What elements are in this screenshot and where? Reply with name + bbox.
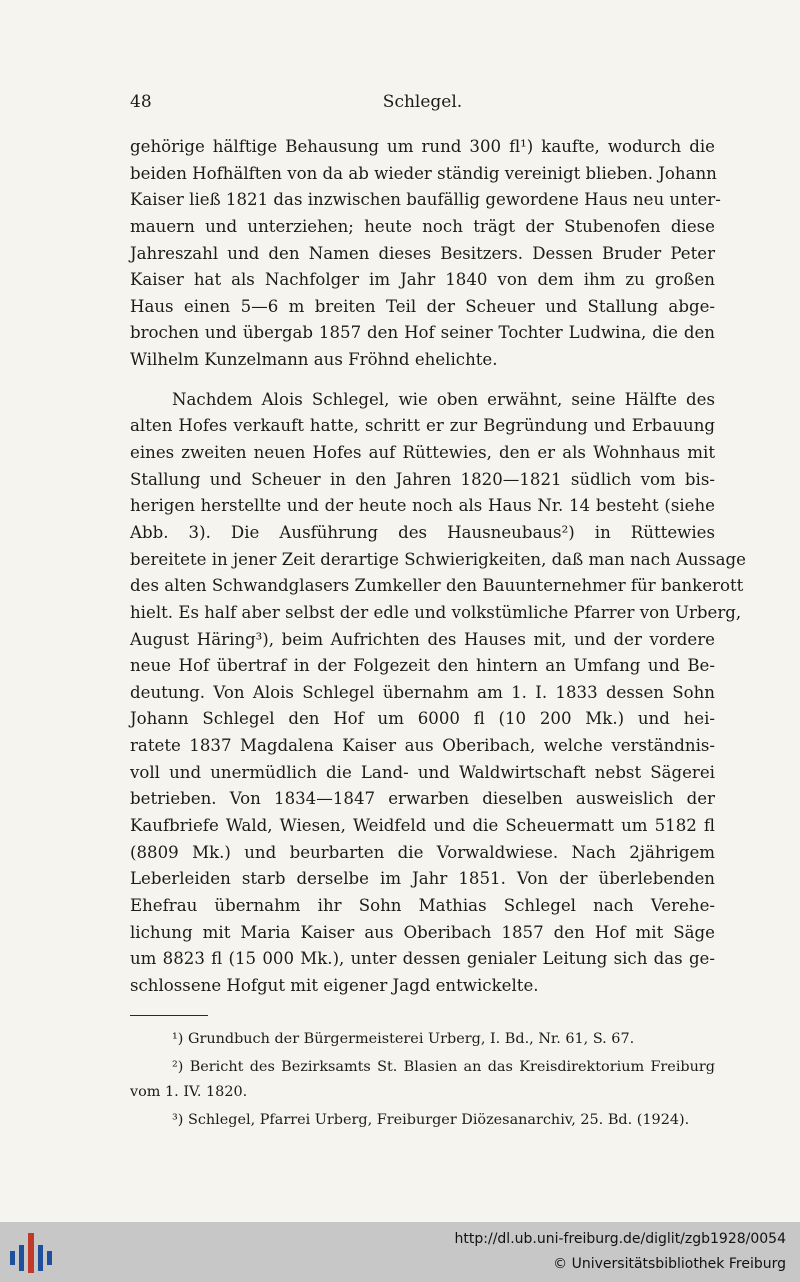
footnotes [130, 1027, 715, 1133]
text-line: Haus einen 5—6 m breiten Teil der Scheuer und Stallung abge- [130, 296, 715, 316]
copyright-notice: © Universitätsbibliothek Freiburg [553, 1256, 786, 1272]
text-line: betrieben. Von 1834—1847 erwarben dieselben ausweislich der [130, 789, 715, 809]
text-line: Abb. 3). Die Ausführung des Hausneubaus²) in Rüttewies [130, 522, 715, 542]
text-line: voll und unermüdlich die Land- und Waldwirtschaft nebst Sägerei [130, 762, 715, 782]
text-line: ratete 1837 Magdalena Kaiser aus Oberibach, welche verständnis- [130, 736, 715, 756]
text-line: deutung. Von Alois Schlegel übernahm am 1. I. 1833 dessen Sohn [130, 682, 715, 702]
page-header [130, 92, 715, 116]
footnote-2-continued: vom 1. IV. 1820. [130, 1084, 248, 1100]
ub-freiburg-logo-icon[interactable] [10, 1229, 52, 1275]
page-number: 48 [130, 92, 152, 112]
text-line: Leberleiden starb derselbe im Jahr 1851. Von der überlebenden [130, 869, 715, 889]
text-line: Kaiser hat als Nachfolger im Jahr 1840 von dem ihm zu großen [130, 270, 715, 290]
text-line: Kaiser ließ 1821 das inzwischen baufällig gewordene Haus neu unter- [130, 190, 721, 210]
text-line: schlossene Hofgut mit eigener Jagd entwickelte. [130, 975, 539, 995]
text-line: hielt. Es half aber selbst der edle und volkstümliche Pfarrer von Urberg, [130, 602, 742, 622]
text-line: Jahreszahl und den Namen dieses Besitzers. Dessen Bruder Peter [130, 243, 715, 263]
paragraph-gap [130, 374, 715, 387]
permalink-url[interactable]: http://dl.ub.uni-freiburg.de/diglit/zgb1928/0054 [454, 1231, 786, 1247]
text-line: um 8823 fl (15 000 Mk.), unter dessen genialer Leitung sich das ge- [130, 949, 715, 969]
footnote-3: ³) Schlegel, Pfarrei Urberg, Freiburger Diözesanarchiv, 25. Bd. (1924). [172, 1112, 690, 1128]
body-text [130, 134, 746, 1000]
text-line: Ehefrau übernahm ihr Sohn Mathias Schlegel nach Verehe- [130, 895, 715, 915]
viewer-footer [0, 1222, 800, 1282]
footnote-2: ²) Bericht des Bezirksamts St. Blasien an das Kreisdirektorium Freiburg [172, 1059, 715, 1075]
text-line: bereitete in jener Zeit derartige Schwierigkeiten, daß man nach Aussage [130, 549, 746, 569]
text-line: beiden Hofhälften von da ab wieder ständig vereinigt blieben. Johann [130, 163, 717, 183]
text-line: des alten Schwandglasers Zumkeller den Bauunternehmer für bankerott [130, 576, 744, 596]
text-line: Nachdem Alois Schlegel, wie oben erwähnt, seine Hälfte des [172, 389, 715, 409]
text-line: alten Hofes verkauft hatte, schritt er zur Begründung und Erbauung [130, 416, 715, 436]
text-line: August Häring³), beim Aufrichten des Hauses mit, und der vordere [130, 629, 715, 649]
footnote-1: ¹) Grundbuch der Bürgermeisterei Urberg, I. Bd., Nr. 61, S. 67. [172, 1031, 635, 1047]
footnote-rule [130, 1015, 208, 1016]
text-line: (8809 Mk.) und beurbarten die Vorwaldwiese. Nach 2jährigem [130, 842, 715, 862]
text-line: Wilhelm Kunzelmann aus Fröhnd ehelichte. [130, 350, 498, 370]
running-title: Schlegel. [382, 92, 463, 112]
text-line: neue Hof übertraf in der Folgezeit den hintern an Umfang und Be- [130, 656, 715, 676]
text-line: herigen herstellte und der heute noch als Haus Nr. 14 besteht (siehe [130, 496, 715, 516]
text-line: lichung mit Maria Kaiser aus Oberibach 1857 den Hof mit Säge [130, 922, 715, 942]
text-line: Johann Schlegel den Hof um 6000 fl (10 200 Mk.) und hei- [130, 709, 715, 729]
text-line: Kaufbriefe Wald, Wiesen, Weidfeld und die Scheuermatt um 5182 fl [130, 816, 715, 836]
text-line: mauern und unterziehen; heute noch trägt der Stubenofen diese [130, 216, 715, 236]
text-line: eines zweiten neuen Hofes auf Rüttewies, den er als Wohnhaus mit [130, 443, 715, 463]
text-line: brochen und übergab 1857 den Hof seiner Tochter Ludwina, die den [130, 323, 715, 343]
text-line: Stallung und Scheuer in den Jahren 1820—1821 südlich vom bis- [130, 469, 715, 489]
text-line: gehörige hälftige Behausung um rund 300 fl¹) kaufte, wodurch die [130, 137, 715, 156]
